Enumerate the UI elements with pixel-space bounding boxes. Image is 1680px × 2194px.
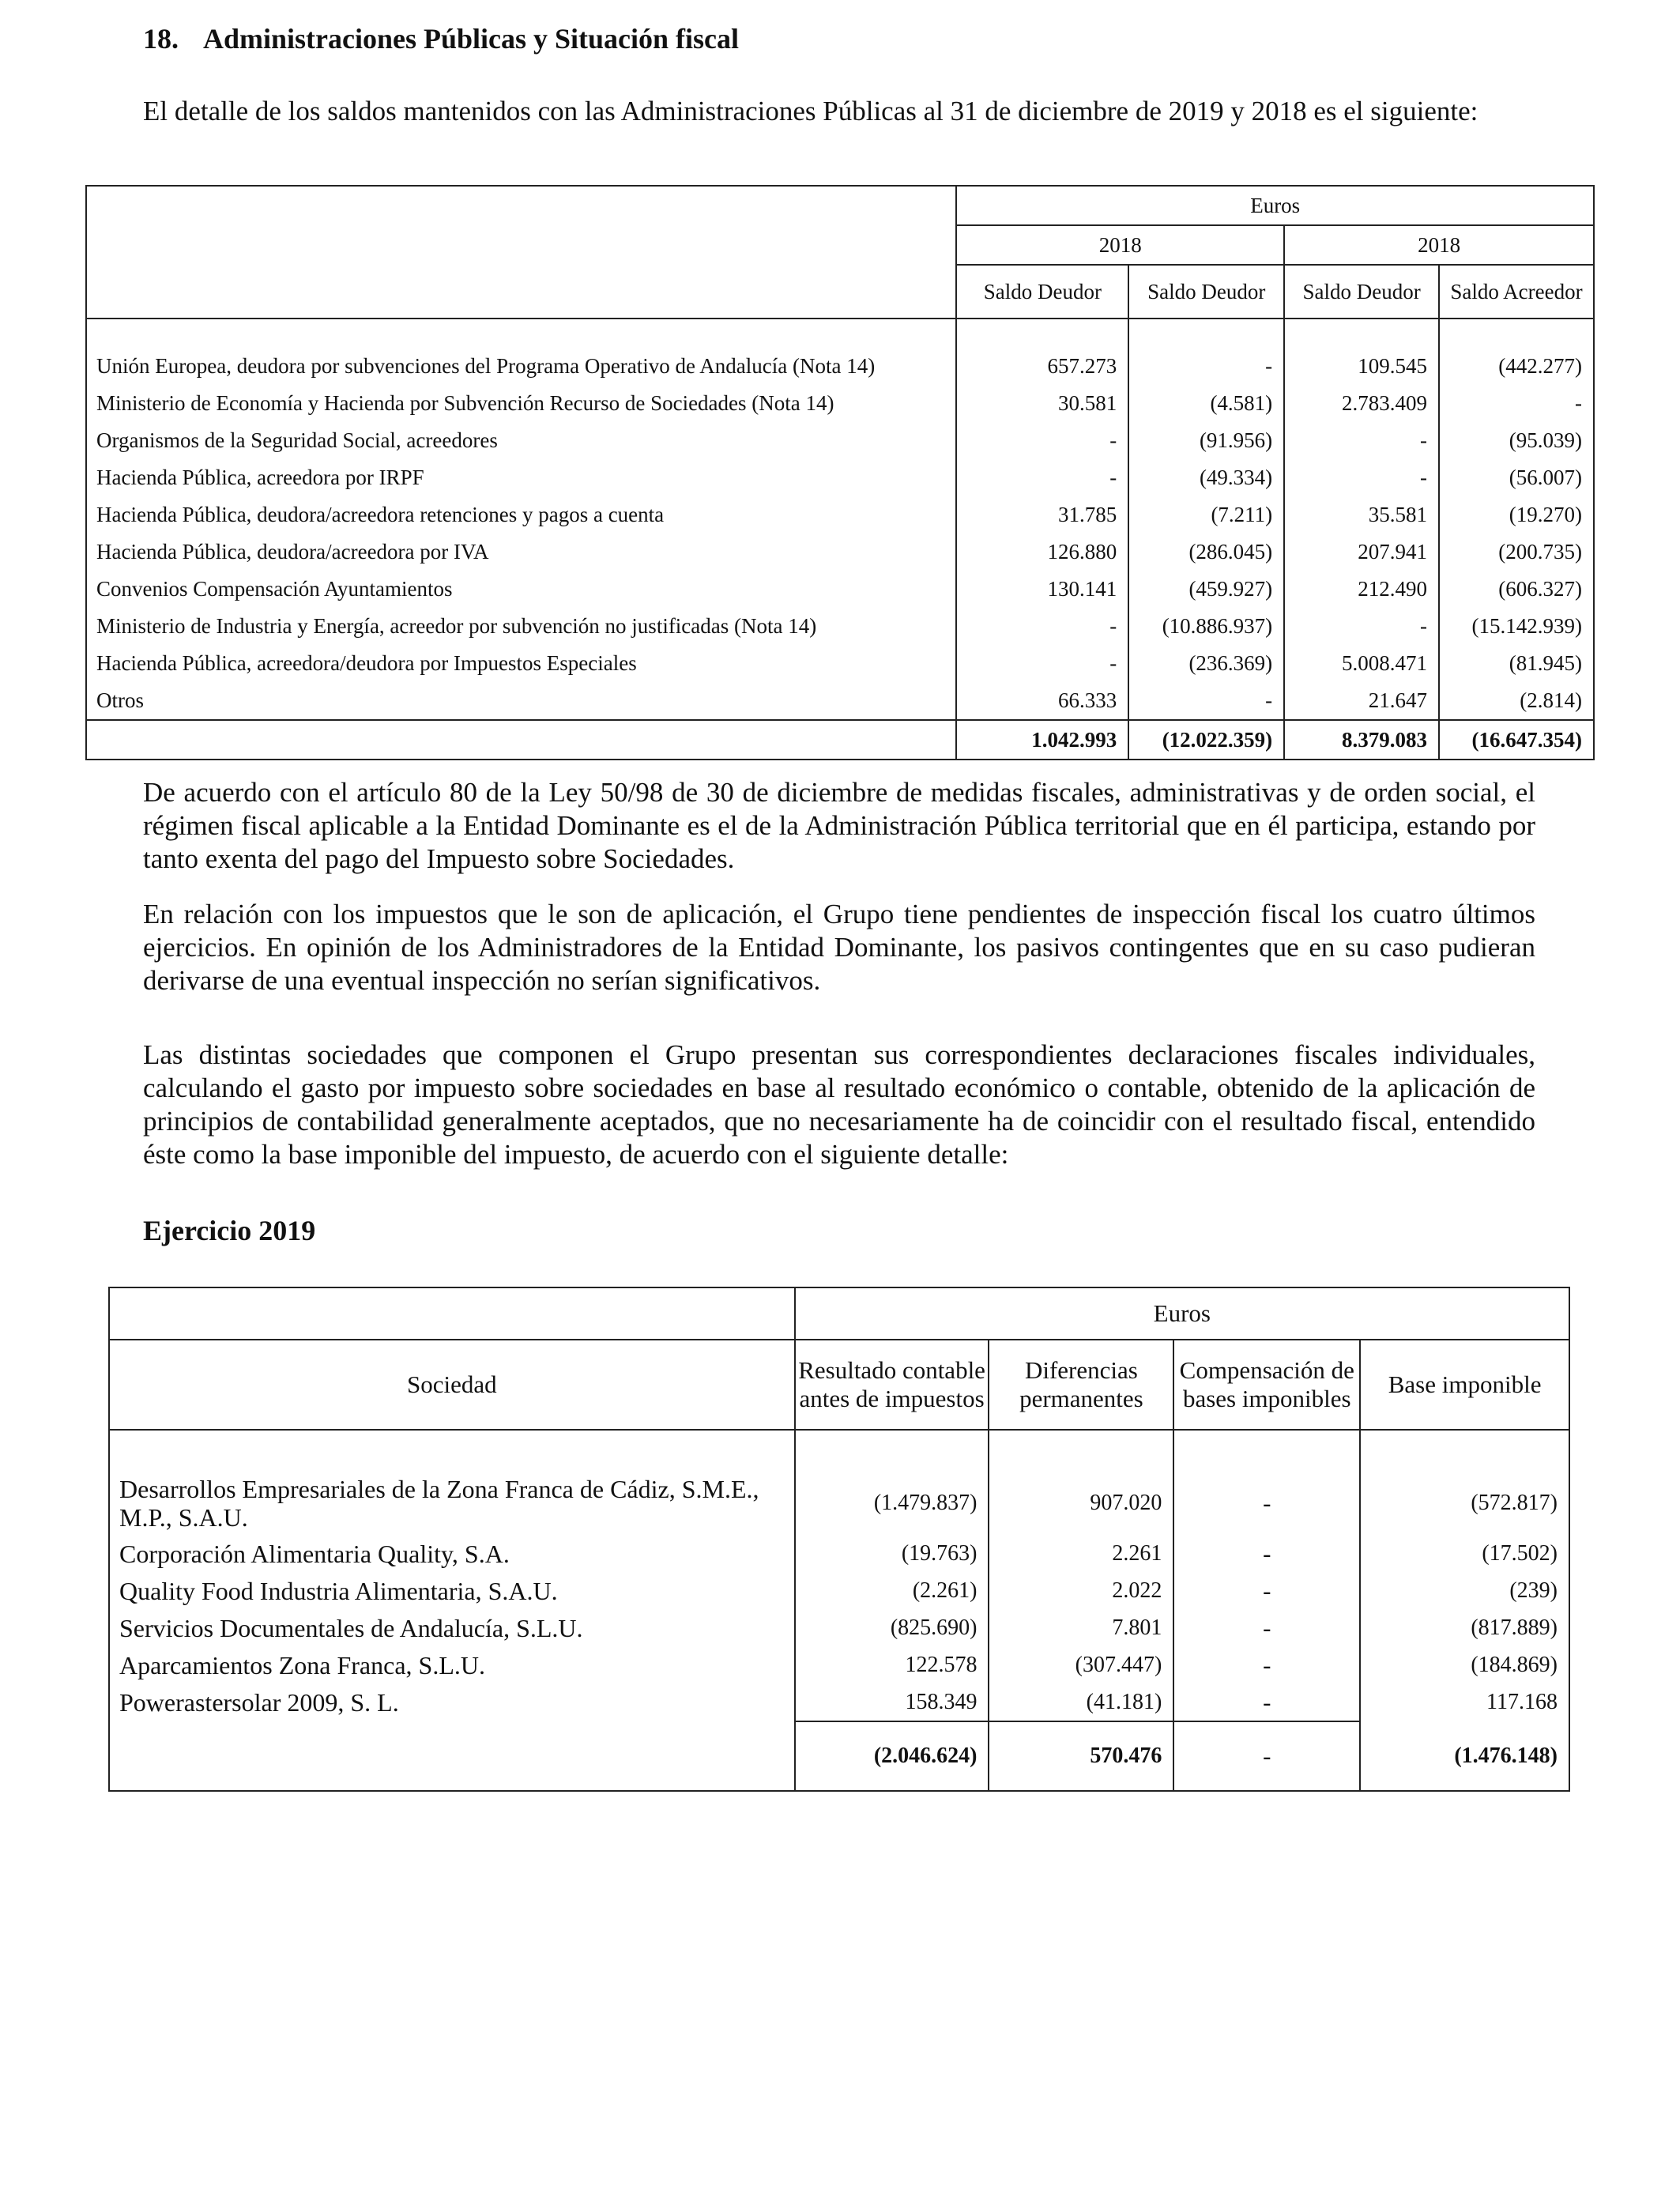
table-row bbox=[86, 571, 1594, 608]
cell-value: 2.783.409 bbox=[1284, 385, 1439, 422]
table-row bbox=[86, 645, 1594, 682]
cell-value: - bbox=[1173, 1472, 1360, 1535]
table-row bbox=[86, 533, 1594, 571]
cell-value: (41.181) bbox=[989, 1683, 1173, 1721]
cell-value: - bbox=[1128, 348, 1284, 385]
column-header: Resultado contable antes de impuestos bbox=[795, 1340, 989, 1430]
cell-value: 30.581 bbox=[956, 385, 1128, 422]
table-row bbox=[109, 1472, 1569, 1535]
section-title: Administraciones Públicas y Situación fiscal bbox=[203, 23, 740, 55]
cell-value: (95.039) bbox=[1439, 422, 1594, 459]
cell-value: - bbox=[1173, 1572, 1360, 1609]
cell-value: (10.886.937) bbox=[1128, 608, 1284, 645]
table-header-row bbox=[86, 186, 1594, 225]
table-row bbox=[86, 682, 1594, 720]
column-header: Saldo Deudor bbox=[1284, 265, 1439, 319]
cell-value: - bbox=[1284, 459, 1439, 496]
cell-value: 2.022 bbox=[989, 1572, 1173, 1609]
company-header: Sociedad bbox=[109, 1340, 795, 1430]
table-row bbox=[109, 1646, 1569, 1683]
row-label: Ministerio de Industria y Energía, acreedor por subvención no justificadas (Nota 14) bbox=[96, 614, 817, 638]
row-label: Hacienda Pública, acreedora por IRPF bbox=[96, 466, 424, 489]
cell-value: - bbox=[1284, 608, 1439, 645]
section-heading bbox=[143, 22, 739, 55]
table-row bbox=[86, 608, 1594, 645]
table-row bbox=[86, 496, 1594, 533]
cell-value: (81.945) bbox=[1439, 645, 1594, 682]
cell-value: - bbox=[956, 645, 1128, 682]
cell-value: (817.889) bbox=[1360, 1609, 1569, 1646]
cell-value: - bbox=[956, 459, 1128, 496]
cell-value: - bbox=[956, 422, 1128, 459]
row-label: Organismos de la Seguridad Social, acreedores bbox=[96, 428, 498, 452]
cell-value: (91.956) bbox=[1128, 422, 1284, 459]
company-name: Quality Food Industria Alimentaria, S.A.U. bbox=[119, 1576, 558, 1605]
section-number: 18. bbox=[143, 23, 179, 55]
cell-value: 657.273 bbox=[956, 348, 1128, 385]
cell-value: (19.763) bbox=[795, 1535, 989, 1572]
total-value: 570.476 bbox=[989, 1721, 1173, 1791]
cell-value: 66.333 bbox=[956, 682, 1128, 720]
cell-value: (184.869) bbox=[1360, 1646, 1569, 1683]
cell-value: 126.880 bbox=[956, 533, 1128, 571]
cell-value: 122.578 bbox=[795, 1646, 989, 1683]
tax-base-table bbox=[108, 1287, 1570, 1792]
cell-value: (572.817) bbox=[1360, 1472, 1569, 1535]
cell-value: (236.369) bbox=[1128, 645, 1284, 682]
cell-value: - bbox=[1173, 1683, 1360, 1721]
cell-value: (7.211) bbox=[1128, 496, 1284, 533]
cell-value: (2.814) bbox=[1439, 682, 1594, 720]
table-header-row bbox=[109, 1287, 1569, 1340]
cell-value: - bbox=[1284, 422, 1439, 459]
table-row bbox=[109, 1683, 1569, 1721]
body-paragraph: De acuerdo con el artículo 80 de la Ley 50/98 de 30 de diciembre de medidas fiscales, administrativas y de orden social, el régimen fiscal aplicable a la Entidad Dominante es el de la Administración Pública territorial que en él participa, estando por tanto exenta del pago del Impuesto sobre Sociedades. bbox=[143, 777, 1535, 874]
cell-value: 21.647 bbox=[1284, 682, 1439, 720]
cell-value: 117.168 bbox=[1360, 1683, 1569, 1721]
cell-value: (17.502) bbox=[1360, 1535, 1569, 1572]
table-row bbox=[109, 1572, 1569, 1609]
cell-value: (442.277) bbox=[1439, 348, 1594, 385]
total-value: 8.379.083 bbox=[1284, 720, 1439, 760]
body-paragraph: Las distintas sociedades que componen el Grupo presentan sus correspondientes declaraciones fiscales individuales, calculando el gasto por impuesto sobre sociedades en base al resultado económico o contable, obtenido de la aplicación de principios de contabilidad generalmente aceptados, que no necesariamente ha de coincidir con el resultado fiscal, entendido éste como la base imponible del impuesto, de acuerdo con el siguiente detalle: bbox=[143, 1039, 1535, 1170]
total-value: (2.046.624) bbox=[795, 1721, 989, 1791]
cell-value: 35.581 bbox=[1284, 496, 1439, 533]
total-value: (1.476.148) bbox=[1360, 1721, 1569, 1791]
row-label: Hacienda Pública, acreedora/deudora por Impuestos Especiales bbox=[96, 651, 637, 675]
column-header: Saldo Deudor bbox=[1128, 265, 1284, 319]
company-name: Corporación Alimentaria Quality, S.A. bbox=[119, 1539, 510, 1568]
column-header: Saldo Deudor bbox=[956, 265, 1128, 319]
cell-value: 207.941 bbox=[1284, 533, 1439, 571]
cell-value: - bbox=[1173, 1609, 1360, 1646]
body-paragraph: En relación con los impuestos que le son de aplicación, el Grupo tiene pendientes de inspección fiscal los cuatro últimos ejercicios. En opinión de los Administradores de la Entidad Dominante, los pasivos contingentes que en su caso pudieran derivarse de una eventual inspección no serían significativos. bbox=[143, 899, 1535, 996]
company-name: Desarrollos Empresariales de la Zona Franca de Cádiz, S.M.E., M.P., S.A.U. bbox=[119, 1475, 759, 1532]
cell-value: 212.490 bbox=[1284, 571, 1439, 608]
cell-value: (49.334) bbox=[1128, 459, 1284, 496]
cell-value: 7.801 bbox=[989, 1609, 1173, 1646]
row-label: Unión Europea, deudora por subvenciones del Programa Operativo de Andalucía (Nota 14) bbox=[96, 354, 876, 378]
totals-row bbox=[109, 1721, 1569, 1791]
total-value: (12.022.359) bbox=[1128, 720, 1284, 760]
total-value: (16.647.354) bbox=[1439, 720, 1594, 760]
cell-value: (19.270) bbox=[1439, 496, 1594, 533]
cell-value: - bbox=[1128, 682, 1284, 720]
cell-value: 31.785 bbox=[956, 496, 1128, 533]
cell-value: (4.581) bbox=[1128, 385, 1284, 422]
table-row bbox=[86, 459, 1594, 496]
cell-value: (459.927) bbox=[1128, 571, 1284, 608]
cell-value: 158.349 bbox=[795, 1683, 989, 1721]
column-header: Compensación de bases imponibles bbox=[1173, 1340, 1360, 1430]
table-row bbox=[86, 385, 1594, 422]
column-header: Saldo Acreedor bbox=[1439, 265, 1594, 319]
total-value: - bbox=[1173, 1721, 1360, 1791]
year-header: 2018 bbox=[1284, 225, 1594, 265]
cell-value: (239) bbox=[1360, 1572, 1569, 1609]
row-label: Hacienda Pública, deudora/acreedora retenciones y pagos a cuenta bbox=[96, 503, 665, 526]
subheading: Ejercicio 2019 bbox=[143, 1215, 316, 1246]
row-label: Otros bbox=[96, 688, 144, 712]
currency-header: Euros bbox=[795, 1287, 1569, 1340]
cell-value: 2.261 bbox=[989, 1535, 1173, 1572]
table-row bbox=[86, 422, 1594, 459]
table-row bbox=[109, 1535, 1569, 1572]
table-header-blank bbox=[86, 186, 956, 319]
year-header: 2018 bbox=[956, 225, 1284, 265]
cell-value: - bbox=[1439, 385, 1594, 422]
currency-header: Euros bbox=[956, 186, 1594, 225]
cell-value: - bbox=[956, 608, 1128, 645]
cell-value: (15.142.939) bbox=[1439, 608, 1594, 645]
cell-value: (56.007) bbox=[1439, 459, 1594, 496]
company-name: Servicios Documentales de Andalucía, S.L.U. bbox=[119, 1613, 583, 1642]
cell-value: (200.735) bbox=[1439, 533, 1594, 571]
cell-value: (825.690) bbox=[795, 1609, 989, 1646]
column-header: Base imponible bbox=[1360, 1340, 1569, 1430]
total-value: 1.042.993 bbox=[956, 720, 1128, 760]
table-header-row bbox=[109, 1340, 1569, 1430]
row-label: Convenios Compensación Ayuntamientos bbox=[96, 577, 453, 601]
row-label: Ministerio de Economía y Hacienda por Subvención Recurso de Sociedades (Nota 14) bbox=[96, 391, 834, 415]
cell-value: (606.327) bbox=[1439, 571, 1594, 608]
cell-value: (2.261) bbox=[795, 1572, 989, 1609]
cell-value: 5.008.471 bbox=[1284, 645, 1439, 682]
totals-row bbox=[86, 720, 1594, 760]
cell-value: (286.045) bbox=[1128, 533, 1284, 571]
cell-value: - bbox=[1173, 1535, 1360, 1572]
row-label: Hacienda Pública, deudora/acreedora por IVA bbox=[96, 540, 489, 564]
table-row bbox=[86, 348, 1594, 385]
intro-paragraph: El detalle de los saldos mantenidos con las Administraciones Públicas al 31 de diciembre de 2019 y 2018 es el siguiente: bbox=[143, 96, 1478, 126]
company-name: Aparcamientos Zona Franca, S.L.U. bbox=[119, 1650, 485, 1679]
cell-value: - bbox=[1173, 1646, 1360, 1683]
table-row bbox=[109, 1609, 1569, 1646]
column-header: Diferencias permanentes bbox=[989, 1340, 1173, 1430]
cell-value: (307.447) bbox=[989, 1646, 1173, 1683]
cell-value: 907.020 bbox=[989, 1472, 1173, 1535]
balances-table bbox=[85, 185, 1595, 760]
cell-value: (1.479.837) bbox=[795, 1472, 989, 1535]
company-name: Powerastersolar 2009, S. L. bbox=[119, 1688, 399, 1717]
cell-value: 109.545 bbox=[1284, 348, 1439, 385]
cell-value: 130.141 bbox=[956, 571, 1128, 608]
